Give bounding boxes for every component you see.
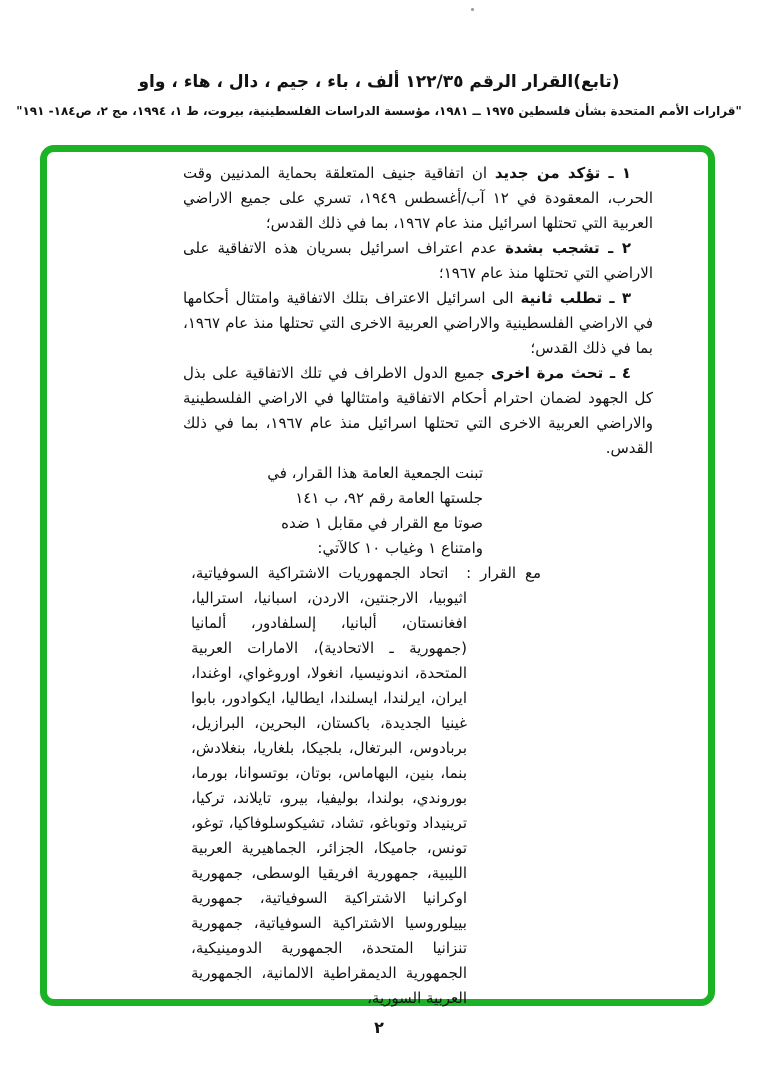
adoption-note-line-4: وامتناع ١ وغياب ١٠ كالآتي: [317, 539, 483, 557]
clause-text-4: جميع الدول الاطراف في تلك الاتفاقية على بذل كل الجهود لضمان احترام أحكام الاتفاقية وامتثالها في الاراضي الفلسطينية والاراضي العربية الاخرى التي تحتلها اسرائيل منذ عام ١٩٦٧، بما في ذلك القدس. [183, 364, 653, 457]
clause-paragraph-3 [183, 286, 653, 361]
vote-record [191, 561, 541, 1011]
adoption-note-line-2: جلستها العامة رقم ٩٢، ب ١٤١ [295, 489, 483, 507]
scan-artifact-dot [471, 8, 474, 11]
page-number: ٢ [374, 1018, 384, 1037]
vote-for-label: مع القرار : [448, 564, 541, 582]
adoption-note-line-1: تبنت الجمعية العامة هذا القرار، في [267, 464, 483, 482]
resolution-body [40, 145, 715, 1006]
clause-lead-3: ٣ ـ تطلب ثانية [520, 289, 631, 307]
clause-paragraph-2 [183, 236, 653, 286]
resolution-title: (تابع)القرار الرقم ١٢٢/٣٥ ألف ، باء ، جيم ، دال ، هاء ، واو [138, 72, 620, 92]
adoption-note [218, 461, 483, 561]
source-citation: "قرارات الأمم المتحدة بشأن فلسطين ١٩٧٥ ــ ١٩٨١، مؤسسة الدراسات الفلسطينية، بيروت، ط ١، ١٩٩٤، مج ٢، ص١٨٤- ١٩١" [16, 104, 742, 118]
clause-text-2: عدم اعتراف اسرائيل بسريان هذه الاتفاقية على الاراضي التي تحتلها منذ عام ١٩٦٧؛ [183, 239, 653, 282]
clause-text-3: الى اسرائيل الاعتراف بتلك الاتفاقية وامتثال أحكامها في الاراضي الفلسطينية والاراضي العربية الاخرى التي تحتلها منذ عام ١٩٦٧، بما في ذلك القدس؛ [183, 289, 653, 357]
adoption-note-line-3: صوتا مع القرار في مقابل ١ ضده [281, 514, 483, 532]
clause-paragraph-1 [183, 161, 653, 236]
vote-for-countries: اتحاد الجمهوريات الاشتراكية السوفياتية، اثيوبيا، الارجنتين، الاردن، اسبانيا، استراليا، افغانستان، ألبانيا، إلسلفادور، ألمانيا (جمهورية ـ الاتحادية)، الامارات العربية المتحدة، اندونيسيا، انغولا، اوروغواي، اوغندا، ايران، ايرلندا، ايسلندا، ايطاليا، ايكوادور، بابوا غينيا الجديدة، باكستان، البحرين، البرازيل، بربادوس، البرتغال، بلجيكا، بلغاريا، بنغلادش، بنما، بنين، البهاماس، بوتان، بوتسوانا، بورما، بوروندي، بولندا، بوليفيا، بيرو، تايلاند، تركيا، ترينيداد وتوباغو، تشاد، تشيكوسلوفاكيا، توغو، تونس، جاميكا، الجزائر، الجماهيرية العربية الليبية، جمهورية افريقيا الوسطى، جمهورية اوكرانيا الاشتراكية السوفياتية، جمهورية بييلوروسيا الاشتراكية السوفياتية، جمهورية تنزانيا المتحدة، الجمهورية الدومينيكية، الجمهورية الديمقراطية الالمانية، الجمهورية العربية السورية، [191, 564, 467, 1007]
clause-lead-2: ٢ ـ تشجب بشدة [505, 239, 631, 257]
clause-text-1: ان اتفاقية جنيف المتعلقة بحماية المدنيين وقت الحرب، المعقودة في ١٢ آب/أغسطس ١٩٤٩، تسري على جميع الاراضي العربية التي تحتلها اسرائيل منذ عام ١٩٦٧، بما في ذلك القدس؛ [183, 164, 653, 232]
clause-lead-1: ١ ـ تؤكد من جديد [494, 164, 632, 182]
clause-lead-4: ٤ ـ تحث مرة اخرى [490, 364, 631, 382]
clause-paragraph-4 [183, 361, 653, 461]
